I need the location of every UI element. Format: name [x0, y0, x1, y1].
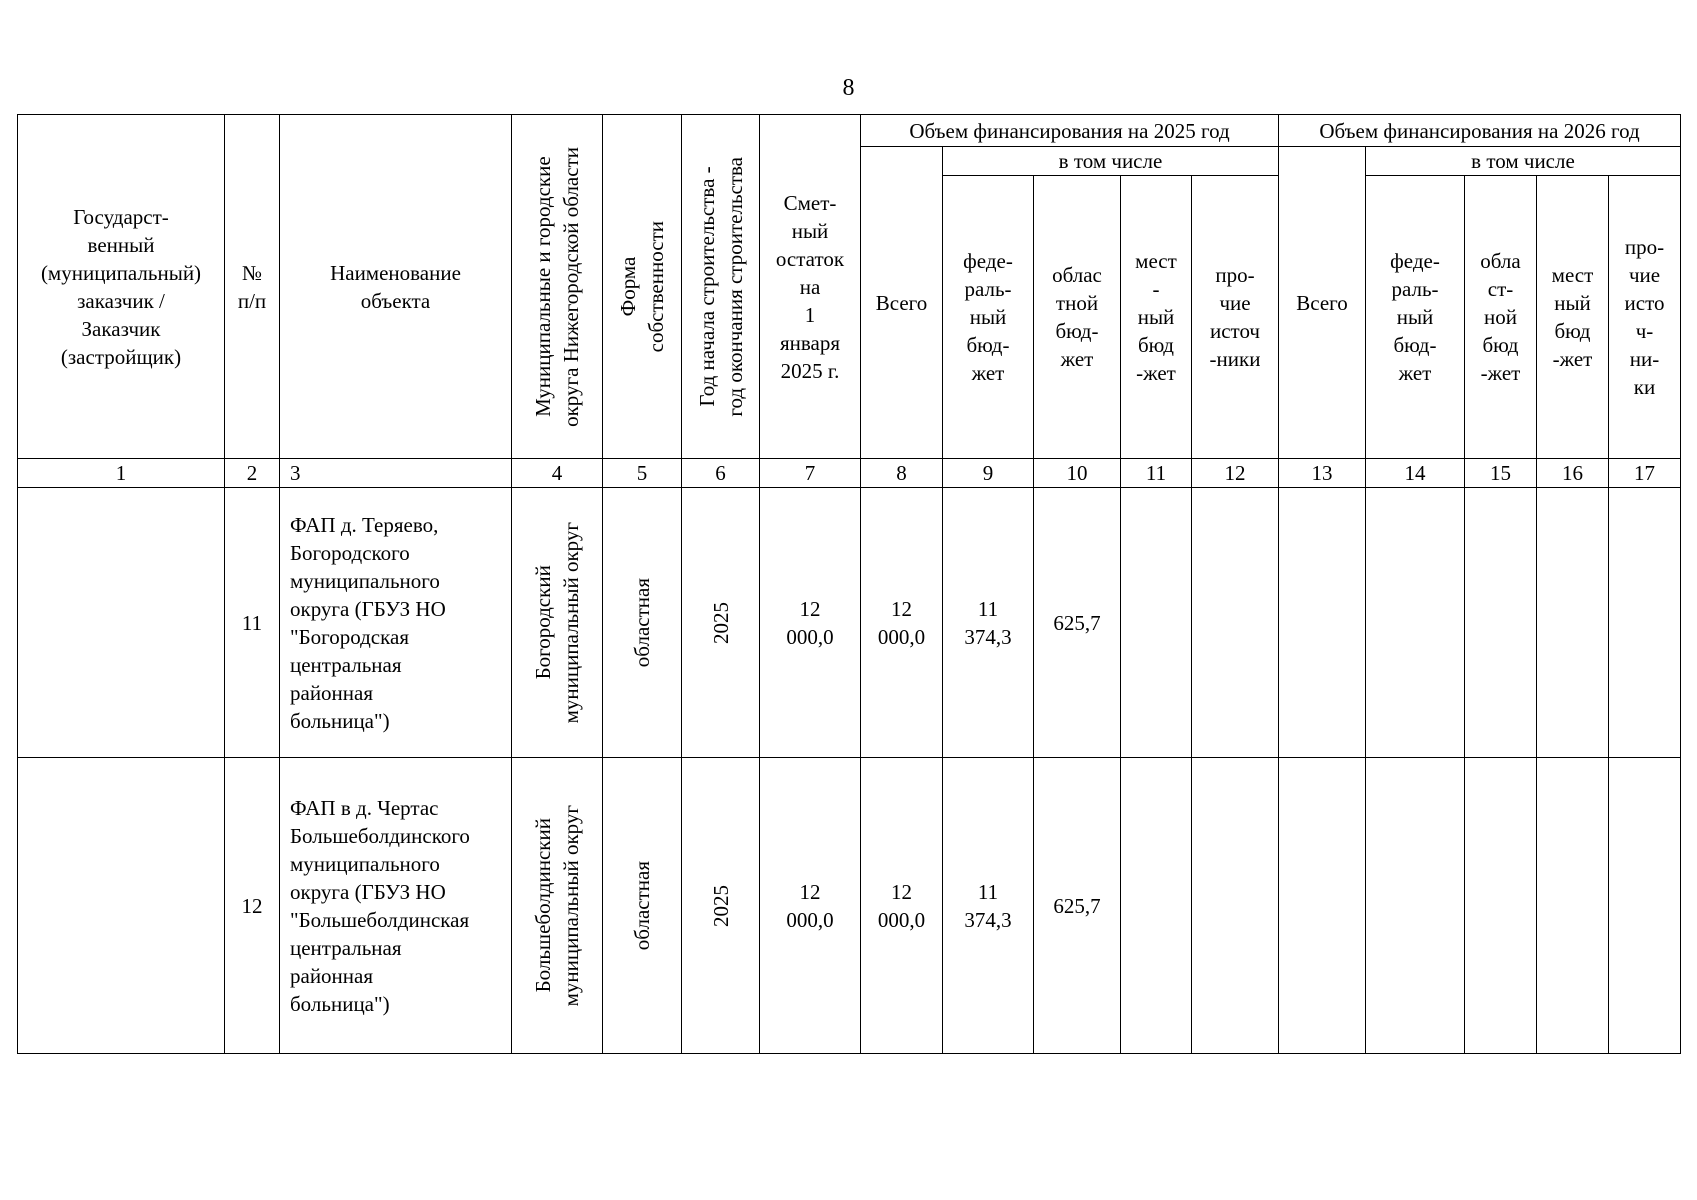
cell-fed-2025: 11 374,3: [943, 758, 1034, 1054]
cell-number: 12: [225, 758, 280, 1054]
header-district: Муниципальные и городские округа Нижегородской области: [512, 115, 603, 459]
column-number: 14: [1366, 459, 1465, 488]
table-row: [18, 758, 1681, 1054]
cell-reg-2026: [1465, 488, 1537, 758]
header-years: Год начала строительства - год окончания строительства: [682, 115, 760, 459]
header-oth-2025: про- чие источ -ники: [1192, 176, 1279, 459]
cell-fed-2026: [1366, 488, 1465, 758]
cell-customer: [18, 488, 225, 758]
header-fed-2026: феде- раль- ный бюд- жет: [1366, 176, 1465, 459]
column-number: 4: [512, 459, 603, 488]
header-loc-2026: мест ный бюд -жет: [1537, 176, 1609, 459]
header-incl-2025: в том числе: [943, 147, 1279, 176]
cell-oth-2025: [1192, 488, 1279, 758]
cell-district: Богородский муниципальный округ: [512, 488, 603, 758]
cell-object-name: ФАП д. Теряево, Богородского муниципального округа (ГБУЗ НО "Богородская центральная районная больница"): [280, 488, 512, 758]
cell-years: 2025: [682, 758, 760, 1054]
column-number: 12: [1192, 459, 1279, 488]
cell-estimate: 12 000,0: [760, 488, 861, 758]
header-incl-2026: в том числе: [1366, 147, 1681, 176]
cell-ownership: областная: [603, 758, 682, 1054]
column-number: 8: [861, 459, 943, 488]
column-number: 6: [682, 459, 760, 488]
column-number: 16: [1537, 459, 1609, 488]
cell-fed-2026: [1366, 758, 1465, 1054]
header-estimate: Смет- ный остаток на 1 января 2025 г.: [760, 115, 861, 459]
header-customer: Государст- венный (муниципальный) заказчик / Заказчик (застройщик): [18, 115, 225, 459]
cell-oth-2025: [1192, 758, 1279, 1054]
column-number: 9: [943, 459, 1034, 488]
column-number: 3: [280, 459, 512, 488]
column-number: 1: [18, 459, 225, 488]
header-oth-2026: про- чие исто ч- ни- ки: [1609, 176, 1681, 459]
cell-reg-2026: [1465, 758, 1537, 1054]
cell-loc-2026: [1537, 488, 1609, 758]
header-row-1: [18, 115, 1681, 147]
cell-loc-2025: [1121, 488, 1192, 758]
cell-reg-2025: 625,7: [1034, 488, 1121, 758]
column-number: 15: [1465, 459, 1537, 488]
column-number: 17: [1609, 459, 1681, 488]
column-number: 10: [1034, 459, 1121, 488]
cell-estimate: 12 000,0: [760, 758, 861, 1054]
cell-loc-2026: [1537, 758, 1609, 1054]
header-reg-2025: облас тной бюд- жет: [1034, 176, 1121, 459]
header-number: № п/п: [225, 115, 280, 459]
column-number: 5: [603, 459, 682, 488]
cell-ownership: областная: [603, 488, 682, 758]
column-number: 13: [1279, 459, 1366, 488]
column-number: 11: [1121, 459, 1192, 488]
table-row: [18, 488, 1681, 758]
cell-total-2025: 12 000,0: [861, 488, 943, 758]
cell-oth-2026: [1609, 758, 1681, 1054]
header-group-2026: Объем финансирования на 2026 год: [1279, 115, 1681, 147]
header-loc-2025: мест - ный бюд -жет: [1121, 176, 1192, 459]
header-fed-2025: феде- раль- ный бюд- жет: [943, 176, 1034, 459]
column-number: 2: [225, 459, 280, 488]
header-total-2026: Всего: [1279, 147, 1366, 459]
financing-table: [17, 114, 1681, 1054]
cell-total-2025: 12 000,0: [861, 758, 943, 1054]
cell-total-2026: [1279, 758, 1366, 1054]
cell-district: Большеболдинский муниципальный округ: [512, 758, 603, 1054]
cell-oth-2026: [1609, 488, 1681, 758]
cell-customer: [18, 758, 225, 1054]
cell-loc-2025: [1121, 758, 1192, 1054]
column-number: 7: [760, 459, 861, 488]
cell-fed-2025: 11 374,3: [943, 488, 1034, 758]
header-group-2025: Объем финансирования на 2025 год: [861, 115, 1279, 147]
cell-total-2026: [1279, 488, 1366, 758]
header-ownership: Форма собственности: [603, 115, 682, 459]
cell-reg-2025: 625,7: [1034, 758, 1121, 1054]
page-number: 8: [842, 75, 855, 101]
header-reg-2026: обла ст- ной бюд -жет: [1465, 176, 1537, 459]
header-total-2025: Всего: [861, 147, 943, 459]
cell-number: 11: [225, 488, 280, 758]
cell-object-name: ФАП в д. Чертас Большеболдинского муниципального округа (ГБУЗ НО "Большеболдинская центральная районная больница"): [280, 758, 512, 1054]
cell-years: 2025: [682, 488, 760, 758]
header-object-name: Наименование объекта: [280, 115, 512, 459]
column-number-row: [18, 459, 1681, 488]
